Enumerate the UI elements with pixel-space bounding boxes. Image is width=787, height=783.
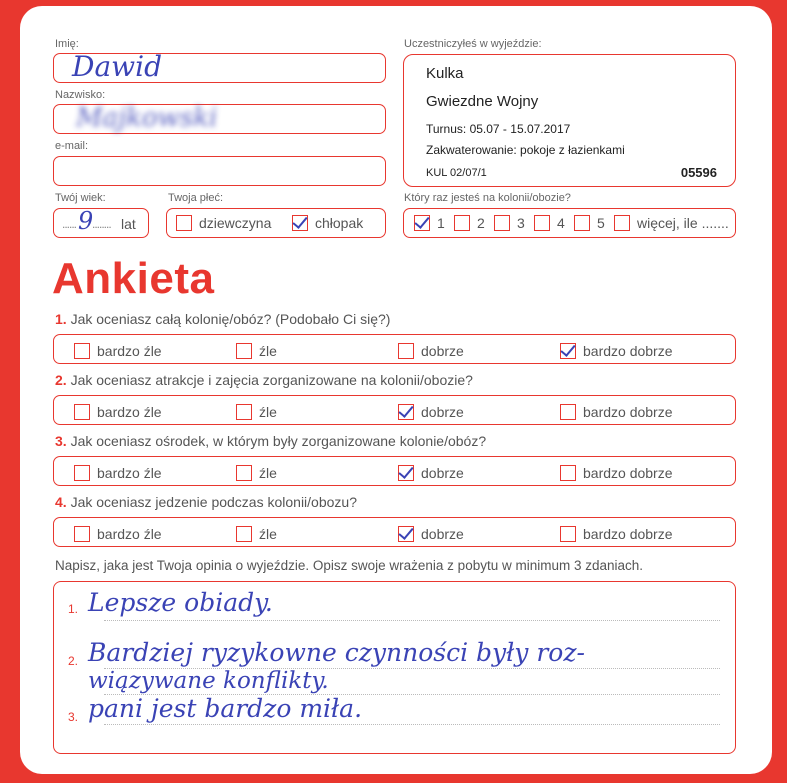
checkbox[interactable] bbox=[236, 343, 252, 359]
checkbox-times-5[interactable] bbox=[574, 215, 590, 231]
question-3: 3. Jak oceniasz ośrodek, w którym były zorganizowane kolonie/obóz? bbox=[55, 433, 487, 449]
gender-field bbox=[166, 208, 386, 238]
surname-field[interactable] bbox=[53, 104, 386, 134]
survey-title: Ankieta bbox=[52, 254, 215, 303]
trip-info-box bbox=[403, 54, 736, 187]
checkbox[interactable] bbox=[560, 526, 576, 542]
email-field[interactable] bbox=[53, 156, 386, 186]
email-label: e-mail: bbox=[55, 140, 89, 152]
opinion-line-number-2: 2. bbox=[68, 654, 79, 668]
age-value: 9 bbox=[78, 207, 94, 235]
trip-line2: Gwiezdne Wojny bbox=[426, 93, 539, 110]
name-label: Imię: bbox=[55, 38, 79, 50]
checkbox[interactable] bbox=[74, 404, 90, 420]
opinion-line-1: Lepsze obiady. bbox=[88, 588, 273, 617]
trip-number: 05596 bbox=[680, 165, 717, 180]
question-2: 2. Jak oceniasz atrakcje i zajęcia zorganizowane na kolonii/obozie? bbox=[55, 372, 473, 388]
gender-label: Twoja płeć: bbox=[168, 192, 224, 204]
checkbox[interactable] bbox=[236, 404, 252, 420]
surname-label: Nazwisko: bbox=[55, 89, 106, 101]
opinion-box[interactable] bbox=[53, 581, 736, 754]
times-option-more[interactable]: więcej, ile ....... bbox=[614, 215, 729, 231]
checkbox[interactable] bbox=[398, 343, 414, 359]
question-1-options bbox=[53, 334, 736, 364]
question-4-options bbox=[53, 517, 736, 547]
times-field bbox=[403, 208, 736, 238]
q4-option-bad[interactable]: źle bbox=[236, 526, 277, 542]
q2-option-very-good[interactable]: bardzo dobrze bbox=[560, 404, 673, 420]
checkbox[interactable] bbox=[74, 343, 90, 359]
opinion-prompt: Napisz, jaka jest Twoja opinia o wyjeździe. Opisz swoje wrażenia z pobytu w minimum 3 zdaniach. bbox=[55, 558, 644, 573]
checkbox[interactable] bbox=[398, 465, 414, 481]
q1-option-very-bad[interactable]: bardzo źle bbox=[74, 343, 162, 359]
ruled-line bbox=[104, 620, 720, 621]
age-dots-after: ........ bbox=[92, 217, 111, 231]
trip-line1: Kulka bbox=[426, 65, 464, 82]
checkbox[interactable] bbox=[398, 526, 414, 542]
times-label: Który raz jesteś na kolonii/obozie? bbox=[404, 192, 571, 204]
checkbox-times-4[interactable] bbox=[534, 215, 550, 231]
checkbox-times-1[interactable] bbox=[414, 215, 430, 231]
age-dots-before: ...... bbox=[62, 217, 77, 231]
name-field[interactable] bbox=[53, 50, 386, 83]
q2-option-very-bad[interactable]: bardzo źle bbox=[74, 404, 162, 420]
ruled-line bbox=[104, 724, 720, 725]
trip-turnus: Turnus: 05.07 - 15.07.2017 bbox=[426, 122, 571, 136]
trip-code: KUL 02/07/1 bbox=[426, 167, 487, 179]
times-option-3[interactable]: 3 bbox=[494, 215, 525, 231]
survey-sheet bbox=[20, 6, 772, 774]
gender-option-boy[interactable]: chłopak bbox=[292, 215, 363, 231]
q4-option-very-good[interactable]: bardzo dobrze bbox=[560, 526, 673, 542]
checkbox-boy[interactable] bbox=[292, 215, 308, 231]
q3-option-good[interactable]: dobrze bbox=[398, 465, 464, 481]
question-2-options bbox=[53, 395, 736, 425]
trip-label: Uczestniczyłeś w wyjeździe: bbox=[404, 38, 542, 50]
checkbox[interactable] bbox=[560, 465, 576, 481]
checkbox[interactable] bbox=[74, 465, 90, 481]
checkbox-times-2[interactable] bbox=[454, 215, 470, 231]
age-field[interactable] bbox=[53, 208, 149, 238]
checkbox-times-more[interactable] bbox=[614, 215, 630, 231]
times-option-1[interactable]: 1 bbox=[414, 215, 445, 231]
checkbox[interactable] bbox=[560, 343, 576, 359]
gender-option-girl[interactable]: dziewczyna bbox=[176, 215, 271, 231]
checkbox[interactable] bbox=[236, 465, 252, 481]
name-value: Dawid bbox=[72, 50, 162, 83]
q1-option-bad[interactable]: źle bbox=[236, 343, 277, 359]
q3-option-very-bad[interactable]: bardzo źle bbox=[74, 465, 162, 481]
opinion-line-number-3: 3. bbox=[68, 710, 79, 724]
q1-option-good[interactable]: dobrze bbox=[398, 343, 464, 359]
question-1: 1. Jak oceniasz całą kolonię/obóz? (Podobało Ci się?) bbox=[55, 311, 391, 327]
q3-option-bad[interactable]: źle bbox=[236, 465, 277, 481]
question-4: 4. Jak oceniasz jedzenie podczas kolonii/obozu? bbox=[55, 494, 357, 510]
checkbox[interactable] bbox=[74, 526, 90, 542]
q2-option-good[interactable]: dobrze bbox=[398, 404, 464, 420]
checkbox[interactable] bbox=[236, 526, 252, 542]
times-option-4[interactable]: 4 bbox=[534, 215, 565, 231]
checkbox[interactable] bbox=[560, 404, 576, 420]
age-label: Twój wiek: bbox=[55, 192, 106, 204]
age-unit: lat bbox=[121, 216, 136, 232]
question-3-options bbox=[53, 456, 736, 486]
q4-option-good[interactable]: dobrze bbox=[398, 526, 464, 542]
checkbox-times-3[interactable] bbox=[494, 215, 510, 231]
q3-option-very-good[interactable]: bardzo dobrze bbox=[560, 465, 673, 481]
times-option-5[interactable]: 5 bbox=[574, 215, 605, 231]
opinion-line-3: pani jest bardzo miła. bbox=[88, 694, 363, 723]
surname-value: Majkowski bbox=[76, 103, 218, 133]
q1-option-very-good[interactable]: bardzo dobrze bbox=[560, 343, 673, 359]
times-option-2[interactable]: 2 bbox=[454, 215, 485, 231]
q4-option-very-bad[interactable]: bardzo źle bbox=[74, 526, 162, 542]
checkbox[interactable] bbox=[398, 404, 414, 420]
checkbox-girl[interactable] bbox=[176, 215, 192, 231]
q2-option-bad[interactable]: źle bbox=[236, 404, 277, 420]
opinion-line-2b: wiązywane konflikty. bbox=[88, 668, 329, 694]
trip-accommodation: Zakwaterowanie: pokoje z łazienkami bbox=[426, 143, 625, 157]
opinion-line-number-1: 1. bbox=[68, 602, 79, 616]
opinion-line-2: Bardziej ryzykowne czynności były roz- bbox=[88, 638, 585, 667]
